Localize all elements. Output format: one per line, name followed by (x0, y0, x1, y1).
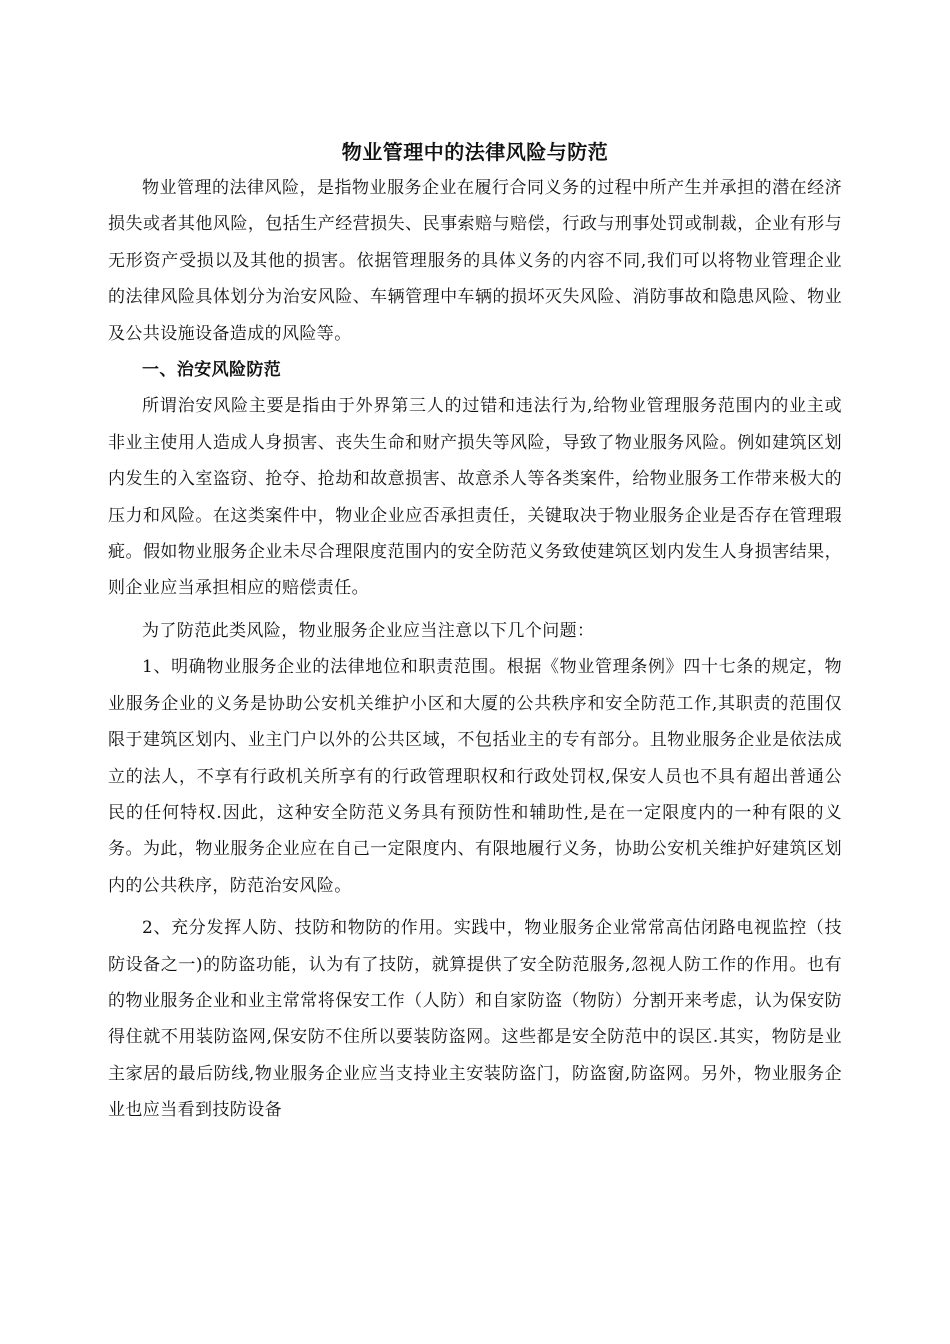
document-title: 物业管理中的法律风险与防范 (341, 140, 609, 164)
precautions-lead-paragraph: 为了防范此类风险，物业服务企业应当注意以下几个问题： (142, 620, 595, 641)
point-2-paragraph: 2、充分发挥人防、技防和物防的作用。实践中，物业服务企业常常高估闭路电视监控（技防设备之一)的防盗功能，认为有了技防，就算提供了安全防范服务,忽视人防工作的作用。也有的物业服务企业和业主常常将保安工作（人防）和自家防盗（物防）分割开来考虑，认为保安防得住就不用装防盗网,保安防不住所以要装防盗网。这些都是安全防范中的误区.其实，物防是业主家居的最后防线,物业服务企业应当支持业主安装防盗门，防盗窗,防盗网。另外，物业服务企业也应当看到技防设备 (108, 918, 842, 1121)
document-body (108, 134, 842, 1129)
intro-paragraph: 物业管理的法律风险，是指物业服务企业在履行合同义务的过程中所产生并承担的潜在经济损失或者其他风险，包括生产经营损失、民事索赔与赔偿，行政与刑事处罚或制裁，企业有形与无形资产受损以及其他的损害。依据管理服务的具体义务的内容不同,我们可以将物业管理企业的法律风险具体划分为治安风险、车辆管理中车辆的损坏灭失风险、消防事故和隐患风险、物业及公共设施设备造成的风险等。 (108, 178, 842, 344)
section-heading-public-security: 一、治安风险防范 (142, 360, 282, 381)
public-security-paragraph: 所谓治安风险主要是指由于外界第三人的过错和违法行为,给物业管理服务范围内的业主或非业主使用人造成人身损害、丧失生命和财产损失等风险，导致了物业服务风险。例如建筑区划内发生的入室盗窃、抢夺、抢劫和故意损害、故意杀人等各类案件，给物业服务工作带来极大的压力和风险。在这类案件中，物业企业应否承担责任，关键取决于物业服务企业是否存在管理瑕疵。假如物业服务企业未尽合理限度范围内的安全防范义务致使建筑区划内发生人身损害结果，则企业应当承担相应的赔偿责任。 (108, 396, 842, 599)
point-1-paragraph: 1、明确物业服务企业的法律地位和职责范围。根据《物业管理条例》四十七条的规定，物业服务企业的义务是协助公安机关维护小区和大厦的公共秩序和安全防范工作,其职责的范围仅限于建筑区划内、业主门户以外的公共区域，不包括业主的专有部分。且物业服务企业是依法成立的法人，不享有行政机关所享有的行政管理职权和行政处罚权,保安人员也不具有超出普通公民的任何特权.因此，这种安全防范义务具有预防性和辅助性,是在一定限度内的一种有限的义务。为此，物业服务企业应在自己一定限度内、有限地履行义务，协助公安机关维护好建筑区划内的公共秩序，防范治安风险。 (108, 657, 842, 896)
